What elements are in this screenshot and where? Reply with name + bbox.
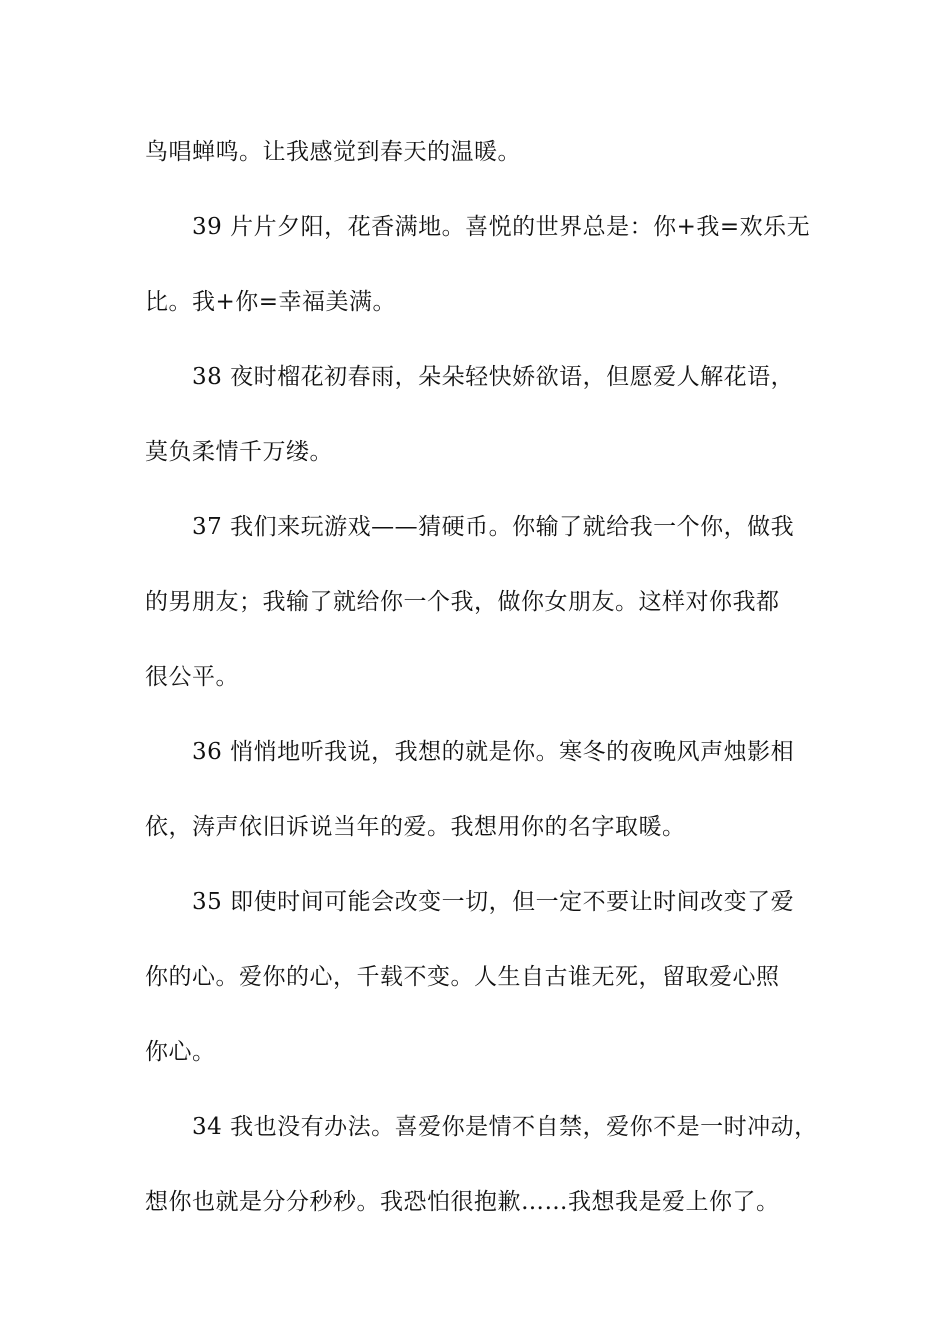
paragraph-39-line-1: 39 片片夕阳，花香满地。喜悦的世界总是：你+我=欢乐无 bbox=[192, 214, 811, 240]
paragraph-36-line-1: 36 悄悄地听我说，我想的就是你。寒冬的夜晚风声烛影相 bbox=[192, 739, 795, 765]
paragraph-37-line-2: 的男朋友；我输了就给你一个我，做你女朋友。这样对你我都 bbox=[145, 589, 780, 615]
text-line: 鸟唱蝉鸣。让我感觉到春天的温暖。 bbox=[145, 139, 521, 165]
paragraph-39-line-2: 比。我+你=幸福美满。 bbox=[145, 289, 397, 315]
paragraph-34-line-1: 34 我也没有办法。喜爱你是情不自禁，爱你不是一时冲动， bbox=[192, 1114, 818, 1140]
paragraph-35-line-3: 你心。 bbox=[145, 1039, 216, 1065]
paragraph-34-line-2: 想你也就是分分秒秒。我恐怕很抱歉……我想我是爱上你了。 bbox=[145, 1189, 780, 1215]
paragraph-35-line-1: 35 即使时间可能会改变一切，但一定不要让时间改变了爱 bbox=[192, 889, 795, 915]
paragraph-38-line-1: 38 夜时榴花初春雨，朵朵轻快娇欲语，但愿爱人解花语， bbox=[192, 364, 795, 390]
paragraph-35-line-2: 你的心。爱你的心，千载不变。人生自古谁无死，留取爱心照 bbox=[145, 964, 780, 990]
paragraph-36-line-2: 依，涛声依旧诉说当年的爱。我想用你的名字取暖。 bbox=[145, 814, 686, 840]
paragraph-37-line-3: 很公平。 bbox=[145, 664, 239, 690]
paragraph-38-line-2: 莫负柔情千万缕。 bbox=[145, 439, 333, 465]
paragraph-37-line-1: 37 我们来玩游戏——猜硬币。你输了就给我一个你，做我 bbox=[192, 514, 795, 540]
